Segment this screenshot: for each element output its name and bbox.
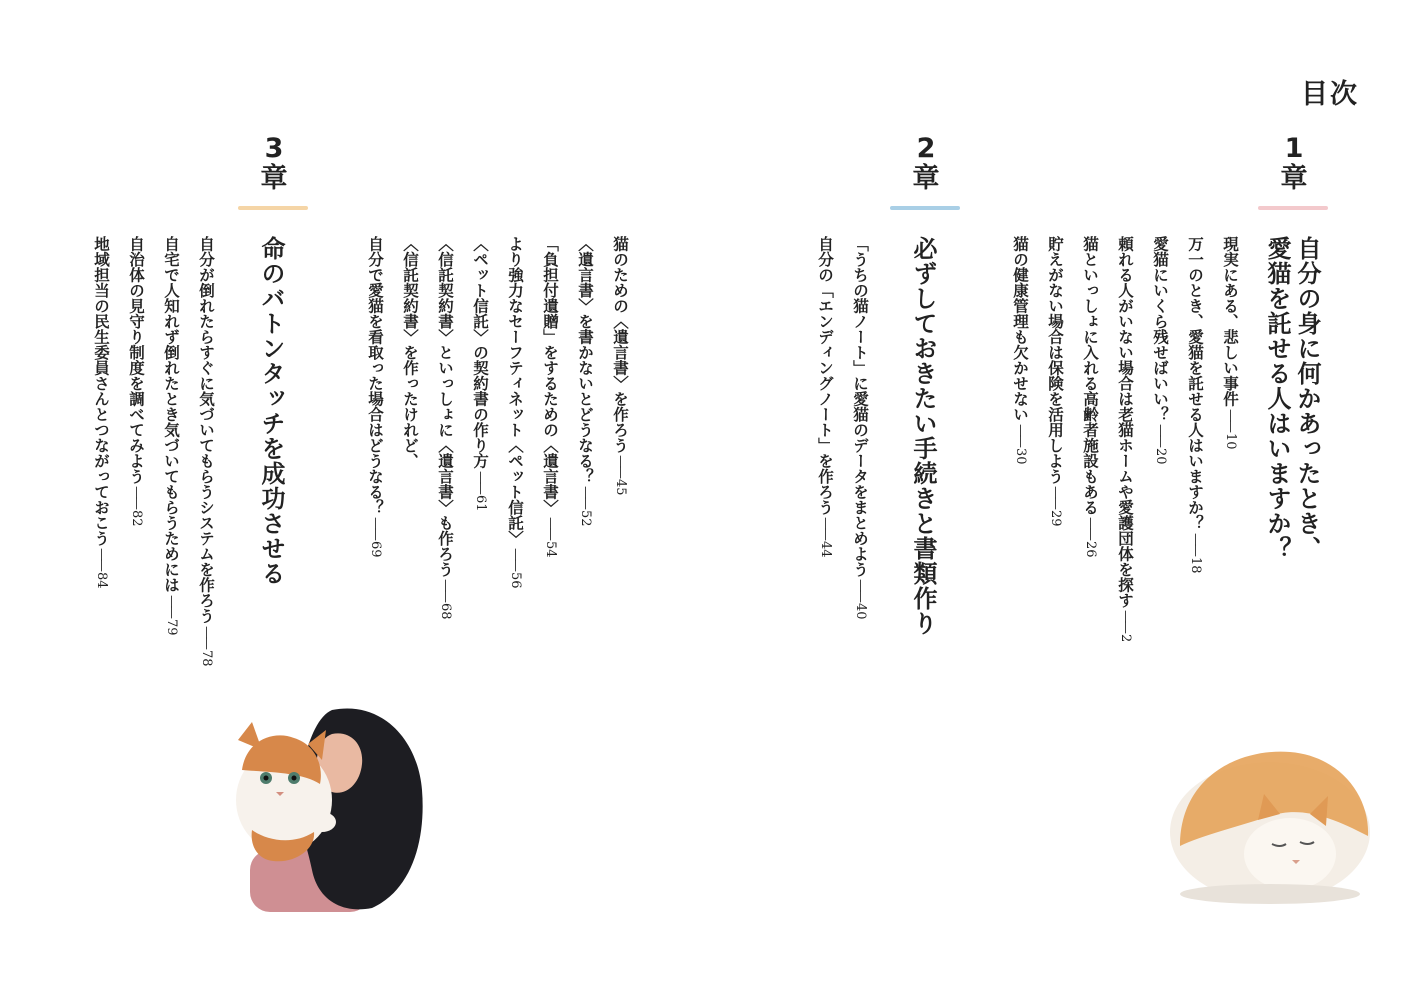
toc-item-text: 愛猫にいくら残せばいい？ — [1151, 236, 1170, 422]
toc-item-page: —— 68 — [438, 577, 453, 620]
toc-item[interactable] — [808, 236, 843, 976]
toc-item-text: 「うちの猫ノート」に愛猫のデータをまとめよう — [851, 236, 870, 577]
toc-item-text: 現実にある、悲しい事件 — [1221, 236, 1240, 407]
toc-item-text: 猫の健康管理も欠かせない — [1011, 236, 1030, 422]
toc-item[interactable] — [463, 236, 498, 976]
toc-item-text: 猫といっしょに入れる高齢者施設もある — [1081, 236, 1100, 515]
chapter-3-heading — [256, 236, 286, 586]
chapter-1-number: 1 — [1284, 133, 1304, 164]
chapter-2-bar — [890, 206, 960, 210]
chapter-2-number: 2 — [916, 133, 936, 164]
toc-item-text: 頼れる人がいない場合は老猫ホームや愛護団体を探す — [1116, 236, 1135, 608]
toc-item[interactable] — [1108, 236, 1143, 976]
chapter-1-label — [1256, 134, 1332, 194]
toc-item-text: 〈信託契約書〉を作ったけれど、 — [401, 236, 420, 469]
chapter-1-heading-line-1: 自分の身に何かあったとき、 — [1293, 236, 1321, 561]
toc-item[interactable] — [498, 236, 533, 976]
chapter-3-bar — [238, 206, 308, 210]
toc-item[interactable] — [533, 236, 568, 976]
toc-item-page: —— 84 — [94, 546, 109, 589]
sleeping-cat-illustration — [1160, 736, 1380, 906]
toc-item-page: —— 69 — [368, 515, 383, 558]
toc-item[interactable] — [1003, 236, 1038, 976]
toc-item[interactable] — [119, 236, 154, 976]
toc-item-page: —— 44 — [818, 515, 833, 558]
page-title: 目次 — [1301, 79, 1359, 110]
toc-item-text: 自治体の見守り制度を調べてみよう — [127, 236, 146, 484]
toc-item-text: 貯えがない場合は保険を活用しよう — [1046, 236, 1065, 484]
chapter-2-unit: 章 — [912, 163, 940, 194]
toc-item[interactable] — [1038, 236, 1073, 976]
toc-item[interactable] — [843, 236, 878, 976]
chapter-3-heading-line-1: 命のバトンタッチを成功させる — [257, 236, 285, 586]
toc-item-text: より強力なセーフティネット〈ペット信託〉 — [506, 236, 525, 546]
toc-item-page: —— 18 — [1188, 531, 1203, 574]
chapter-3-unit: 章 — [260, 163, 288, 194]
toc-item[interactable] — [84, 236, 119, 976]
chapter-2-heading-line-1: 必ずしておきたい手続きと書類作り — [909, 236, 937, 636]
toc-item-text: 自宅で人知れず倒れたとき気づいてもらうためには — [162, 236, 181, 593]
toc-item-page: —— 29 — [1048, 484, 1063, 527]
toc-item-text: 自分が倒れたらすぐに気づいてもらうシステムを作ろう — [197, 236, 216, 624]
toc-item-page: —— 10 — [1223, 407, 1238, 450]
toc-item-page: —— 61 — [473, 469, 488, 512]
chapter-2-heading — [908, 236, 938, 636]
chapter-1-bar — [1258, 206, 1328, 210]
toc-item-page: —— 30 — [1013, 422, 1028, 465]
chapter-3-number: 3 — [264, 133, 284, 164]
toc-item-text: 〈遺言書〉を書かないとどうなる？ — [576, 236, 595, 484]
toc-item-text: 猫のための〈遺言書〉を作ろう — [611, 236, 630, 453]
toc-item-page: —— 20 — [1153, 422, 1168, 465]
chapter-3-label — [236, 134, 312, 194]
toc-item-page: —— 82 — [129, 484, 144, 527]
chapter-2-items — [808, 236, 878, 976]
toc-item[interactable] — [189, 236, 224, 976]
toc-item-page: —— 45 — [613, 453, 628, 496]
toc-item-page: —— 78 — [199, 624, 214, 667]
toc-item-text: 地域担当の民生委員さんとつながっておこう — [92, 236, 111, 546]
woman-holding-cat-illustration — [222, 700, 440, 916]
toc-item-text: 〈ペット信託〉の契約書の作り方 — [471, 236, 490, 469]
chapter-3-items-b — [84, 236, 224, 976]
toc-item-text: 自分の「エンディングノート」を作ろう — [816, 236, 835, 515]
toc-item[interactable] — [1073, 236, 1108, 976]
toc-item[interactable] — [568, 236, 603, 976]
chapter-2-label — [888, 134, 964, 194]
toc-item-text: 万一のとき、愛猫を託せる人はいますか？ — [1186, 236, 1205, 531]
toc-item-page: —— 54 — [543, 515, 558, 558]
toc-item-text: 自分で愛猫を看取った場合はどうなる？ — [366, 236, 385, 515]
chapter-1-unit: 章 — [1280, 163, 1308, 194]
chapter-1-heading — [1262, 236, 1322, 561]
toc-item-text: 〈信託契約書〉といっしょに〈遺言書〉も作ろう — [436, 236, 455, 577]
toc-item[interactable] — [154, 236, 189, 976]
toc-item-page: —— 2 — [1118, 608, 1133, 642]
toc-item-page: —— 52 — [578, 484, 593, 527]
chapter-1-heading-line-2: 愛猫を託せる人はいますか？ — [1263, 236, 1291, 561]
toc-item-text: 「負担付遺贈」をするための〈遺言書〉 — [541, 236, 560, 515]
toc-item-page: —— 56 — [508, 546, 523, 589]
toc-item[interactable] — [603, 236, 638, 976]
toc-item-page: —— 26 — [1083, 515, 1098, 558]
toc-item-page: —— 79 — [164, 593, 179, 636]
toc-item-page: —— 40 — [853, 577, 868, 620]
